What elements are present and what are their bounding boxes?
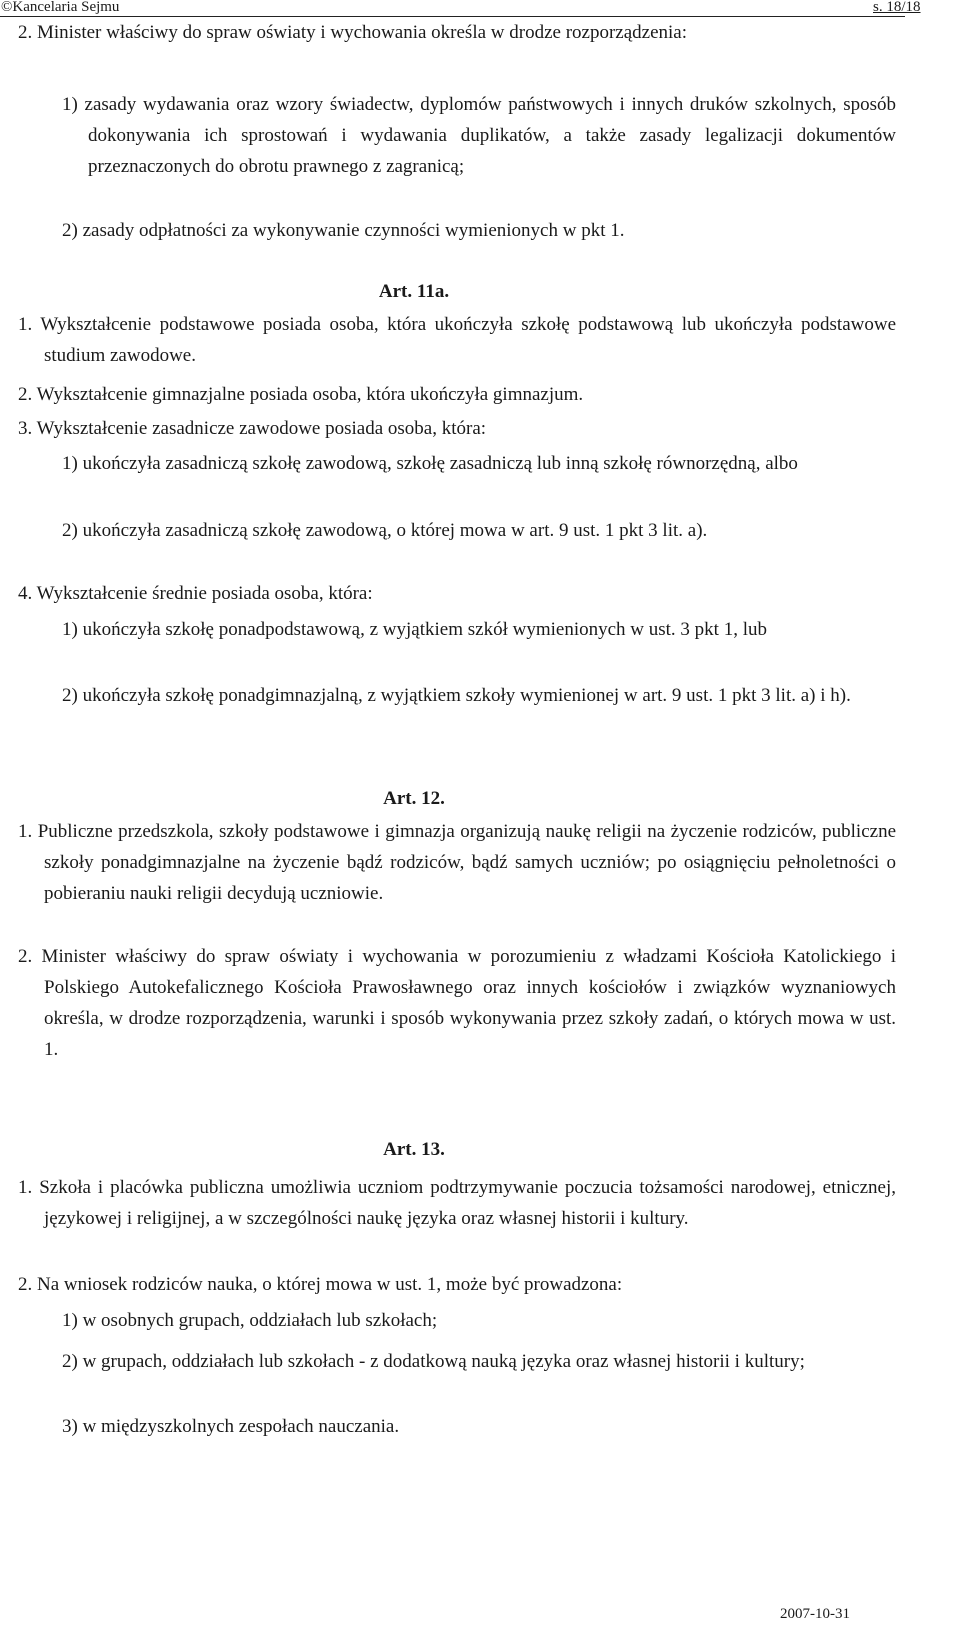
article-heading-13: Art. 13. <box>383 1139 445 1160</box>
paragraph-religion-regulation: 2. Minister właściwy do spraw oświaty i wychowania w porozumieniu z władzami Kościoła Katolickiego i Polskiego Autokefalicznego Kościoła Prawosławnego oraz innych kościołów i związków wyznaniowych określa, w drodze rozporządzenia, warunki i sposób wykonywania przez szkoły zadań, o których mowa w ust. 1. <box>18 946 896 1060</box>
paragraph-vocational-education: 3. Wykształcenie zasadnicze zawodowe posiada osoba, która: <box>18 418 487 439</box>
article-heading-11a: Art. 11a. <box>378 281 450 302</box>
paragraph-minister-regulation: 2. Minister właściwy do spraw oświaty i wychowania określa w drodze rozporządzenia: <box>18 22 688 43</box>
list-item-additional-language: 2) w grupach, oddziałach lub szkołach - z dodatkową nauką języka oraz własnej historii i kultury; <box>62 1351 805 1372</box>
paragraph-religion-teaching: 1. Publiczne przedszkola, szkoły podstawowe i gimnazja organizują naukę religii na życzenie rodziców, publiczne szkoły ponadgimnazjalne na życzenie bądź rodziców, bądź samych uczniów; po osiągnięciu pełnoletności o pobieraniu nauki religii decydują uczniowie. <box>18 821 896 904</box>
list-item-certificates: 1) zasady wydawania oraz wzory świadectw, dyplomów państwowych i innych druków szkolnych, sposób dokonywania ich sprostowań i wydawania duplikatów, a także zasady legalizacji dokumentów przeznaczonych do obrotu prawnego z zagranicą; <box>62 94 896 177</box>
paragraph-secondary-education: 4. Wykształcenie średnie posiada osoba, która: <box>18 583 373 604</box>
header-page-number: s. 18/18 <box>873 0 921 15</box>
paragraph-primary-education: 1. Wykształcenie podstawowe posiada osoba, która ukończyła szkołę podstawową lub ukończyła podstawowe studium zawodowe. <box>18 314 896 366</box>
list-item-secondary-1: 1) ukończyła szkołę ponadpodstawową, z wyjątkiem szkół wymienionych w ust. 3 pkt 1, lub <box>62 619 767 640</box>
paragraph-lower-secondary-education: 2. Wykształcenie gimnazjalne posiada osoba, która ukończyła gimnazjum. <box>18 384 584 405</box>
list-item-fees: 2) zasady odpłatności za wykonywanie czynności wymienionych w pkt 1. <box>62 220 625 241</box>
list-item-interschool-teams: 3) w międzyszkolnych zespołach nauczania. <box>62 1416 400 1437</box>
article-heading-12: Art. 12. <box>383 788 445 809</box>
list-item-vocational-1: 1) ukończyła zasadniczą szkołę zawodową, szkołę zasadniczą lub inną szkołę równorzędną, albo <box>62 453 798 474</box>
paragraph-parents-request: 2. Na wniosek rodziców nauka, o której mowa w ust. 1, może być prowadzona: <box>18 1274 623 1295</box>
header-source: ©Kancelaria Sejmu <box>1 0 120 15</box>
list-item-secondary-2: 2) ukończyła szkołę ponadgimnazjalną, z wyjątkiem szkoły wymienionej w art. 9 ust. 1 pkt 3 lit. a) i h). <box>62 685 851 706</box>
footer-date: 2007-10-31 <box>780 1606 850 1622</box>
list-item-separate-groups: 1) w osobnych grupach, oddziałach lub szkołach; <box>62 1310 438 1331</box>
paragraph-national-identity: 1. Szkoła i placówka publiczna umożliwia uczniom podtrzymywanie poczucia tożsamości narodowej, etnicznej, językowej i religijnej, a w szczególności naukę języka oraz własnej historii i kultury. <box>18 1177 896 1229</box>
list-item-vocational-2: 2) ukończyła zasadniczą szkołę zawodową, o której mowa w art. 9 ust. 1 pkt 3 lit. a). <box>62 520 708 541</box>
